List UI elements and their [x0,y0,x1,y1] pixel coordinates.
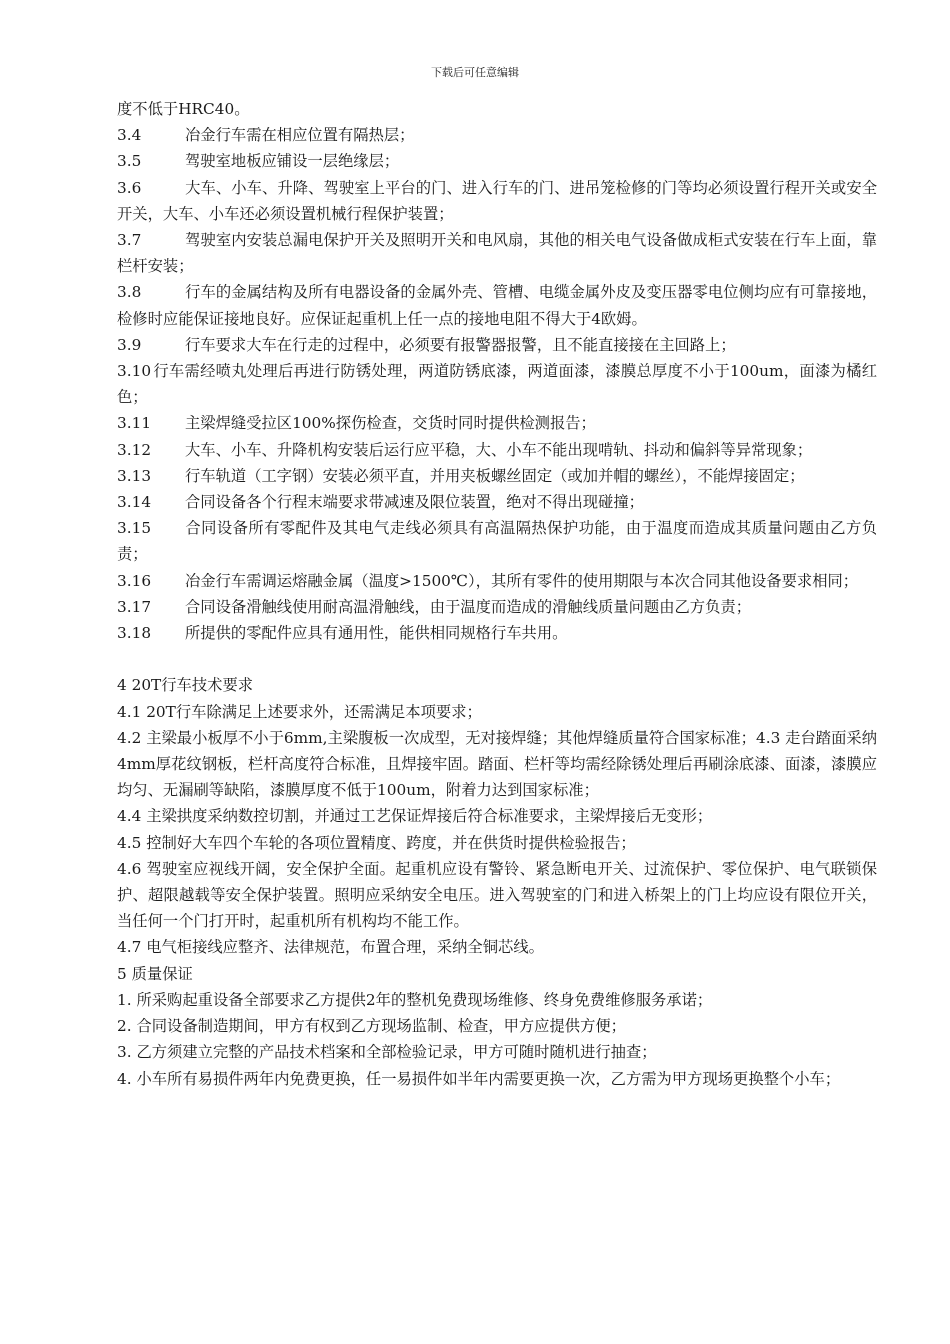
document-body [117,96,877,1092]
clause-number: 3.7 [117,231,142,250]
paragraph [117,594,877,620]
clause-number: 3.15 [117,519,152,538]
clause-number: 3.8 [117,283,142,302]
paragraph [117,358,877,410]
clause-number: 3.5 [117,152,142,171]
paragraph-text: 冶金行车需在相应位置有隔热层； [185,126,415,145]
paragraph-text: 大车、小车、升降、驾驶室上平台的门、进入行车的门、进吊笼检修的门等均必须设置行程开关或安全开关，大车、小车还必须设置机械行程保护装置； [117,178,877,223]
paragraph-text: 4.6 驾驶室应视线开阔，安全保护全面。起重机应设有警铃、紧急断电开关、过流保护、零位保护、电气联锁保护、超限越载等安全保护装置。照明应采纳安全电压。进入驾驶室的门和进入桥架上的门上均应设有限位开关，当任何一个门打开时，起重机所有机构均不能工作。 [117,859,877,931]
paragraph [117,279,877,331]
paragraph-text: 行车要求大车在行走的过程中，必须要有报警器报警，且不能直接接在主回路上； [185,335,736,354]
paragraph-text: 行车的金属结构及所有电器设备的金属外壳、管槽、电缆金属外皮及变压器零电位侧均应有可靠接地，检修时应能保证接地良好。应保证起重机上任一点的接地电阻不得大于4欧姆。 [117,283,877,328]
clause-number: 3.11 [117,414,152,433]
paragraph-text: 行车需经喷丸处理后再进行防锈处理，两道防锈底漆，两道面漆，漆膜总厚度不小于100um，面漆为橘红色； [117,362,877,407]
paragraph [117,620,877,646]
paragraph-text: 合同设备滑触线使用耐高温滑触线，由于温度而造成的滑触线质量问题由乙方负责； [185,597,751,616]
paragraph-text: 合同设备各个行程末端要求带减速及限位装置，绝对不得出现碰撞； [185,493,644,512]
clause-number: 3.14 [117,493,152,512]
paragraph [117,332,877,358]
paragraph [117,568,877,594]
page-header: 下载后可任意编辑 [431,66,519,79]
paragraph-text: 4.1 20T行车除满足上述要求外，还需满足本项要求； [117,702,482,721]
paragraph [117,830,877,856]
paragraph [117,437,877,463]
paragraph-text: 行车轨道（工字钢）安装必须平直，并用夹板螺丝固定（或加并帽的螺丝），不能焊接固定； [185,466,805,485]
paragraph [117,148,877,174]
clause-number: 3.16 [117,571,152,590]
paragraph-text: 度不低于HRC40。 [117,100,250,118]
clause-number: 3.4 [117,126,142,145]
paragraph-text: 4. 小车所有易损件两年内免费更换，任一易损件如半年内需要更换一次，乙方需为甲方现场更换整个小车； [117,1069,841,1088]
paragraph [117,489,877,515]
paragraph [117,463,877,489]
paragraph [117,961,877,987]
paragraph-text: 5 质量保证 [117,964,193,983]
paragraph-text: 大车、小车、升降机构安装后运行应平稳，大、小车不能出现啃轨、抖动和偏斜等异常现象； [185,440,813,459]
paragraph-text: 冶金行车需调运熔融金属（温度>1500℃），其所有零件的使用期限与本次合同其他设备要求相同； [185,571,859,590]
clause-number: 3.17 [117,597,152,616]
paragraph-text: 2. 合同设备制造期间，甲方有权到乙方现场监制、检查，甲方应提供方便； [117,1017,626,1036]
paragraph [117,699,877,725]
clause-number: 3.9 [117,335,142,354]
paragraph-text: 所提供的零配件应具有通用性，能供相同规格行车共用。 [185,624,568,643]
paragraph-text: 4.2 主梁最小板厚不小于6mm,主梁腹板一次成型，无对接焊缝；其他焊缝质量符合国家标准；4.3 走台踏面采纳4mm厚花纹钢板，栏杆高度符合标准，且焊接牢固。踏面、栏杆等均需经除锈处理后再刷涂底漆、面漆，漆膜应均匀、无漏刷等缺陷，漆膜厚度不低于100um，附着力达到国家标准； [117,728,877,800]
paragraph [117,1013,877,1039]
paragraph [117,856,877,935]
clause-number: 3.6 [117,178,142,197]
paragraph-text: 3. 乙方须建立完整的产品技术档案和全部检验记录，甲方可随时随机进行抽查； [117,1043,657,1062]
paragraph [117,725,877,804]
paragraph-text: 4.4 主梁拱度采纳数控切割，并通过工艺保证焊接后符合标准要求，主梁焊接后无变形； [117,807,713,826]
paragraph-text: 4.5 控制好大车四个车轮的各项位置精度、跨度，并在供货时提供检验报告； [117,833,636,852]
paragraph [117,410,877,436]
paragraph [117,515,877,567]
clause-number: 3.18 [117,624,152,643]
paragraph-text: 主梁焊缝受拉区100%探伤检查，交货时同时提供检测报告； [185,414,596,433]
paragraph-text: 4 20T行车技术要求 [117,676,254,695]
paragraph-text: 驾驶室地板应铺设一层绝缘层； [185,152,400,171]
paragraph [117,934,877,960]
paragraph-text: 1. 所采购起重设备全部要求乙方提供2年的整机免费现场维修、终身免费维修服务承诺； [117,990,713,1009]
paragraph [117,175,877,227]
clause-number: 3.10 [117,362,152,381]
clause-number: 3.12 [117,440,152,459]
paragraph-text: 驾驶室内安装总漏电保护开关及照明开关和电风扇，其他的相关电气设备做成柜式安装在行车上面，靠栏杆安装； [117,231,877,276]
paragraph [117,1066,877,1092]
paragraph [117,227,877,279]
paragraph [117,672,877,698]
paragraph [117,987,877,1013]
clause-number: 3.13 [117,466,152,485]
paragraph-text: 4.7 电气柜接线应整齐、法律规范，布置合理，采纳全铜芯线。 [117,938,544,957]
paragraph [117,1039,877,1065]
blank-line [117,646,877,672]
paragraph-text: 合同设备所有零配件及其电气走线必须具有高温隔热保护功能，由于温度而造成其质量问题由乙方负责； [117,519,877,564]
paragraph [117,96,877,122]
paragraph [117,803,877,829]
paragraph [117,122,877,148]
